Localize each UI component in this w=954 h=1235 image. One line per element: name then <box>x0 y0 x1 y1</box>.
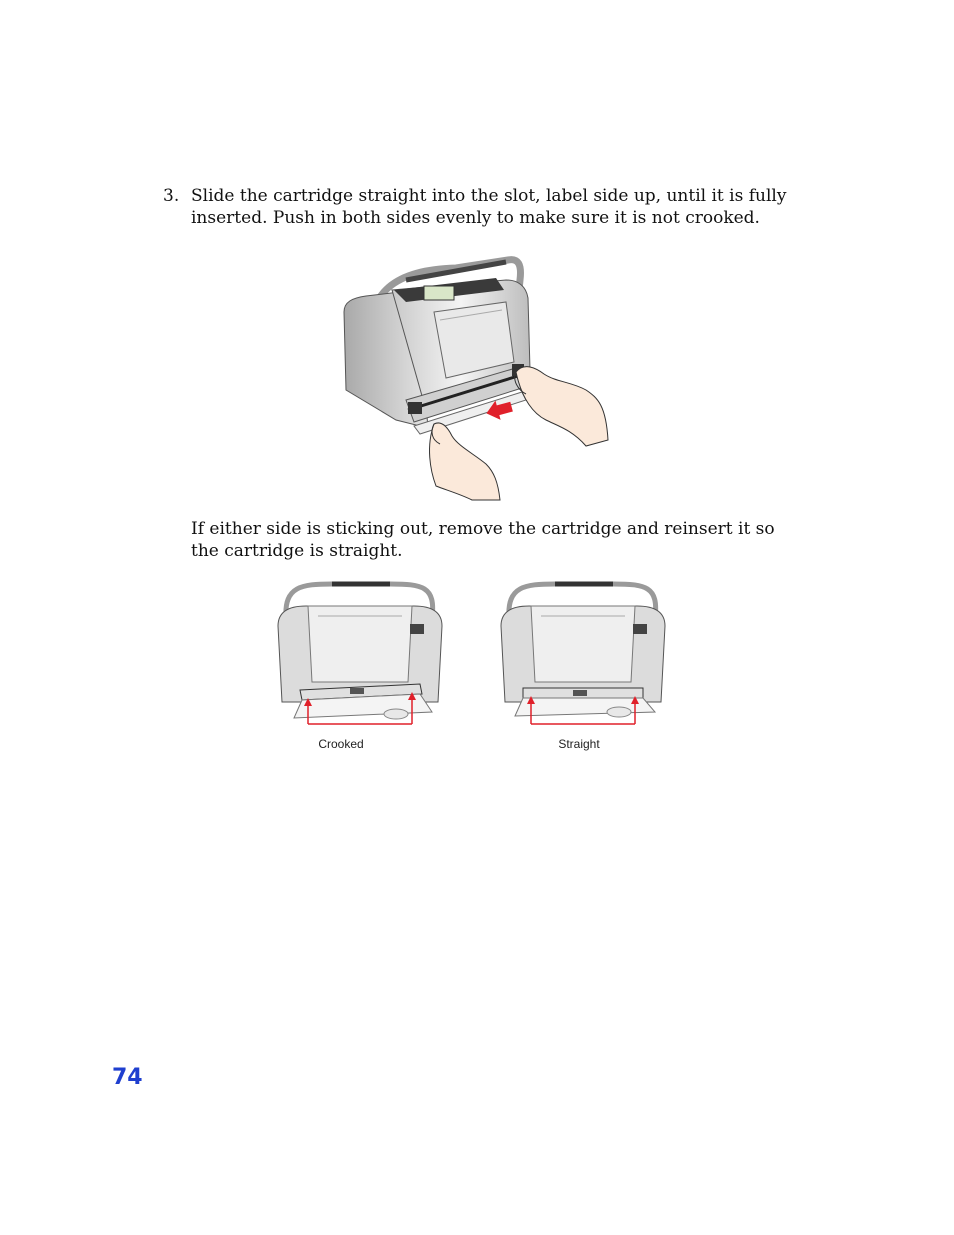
step-number: 3. <box>163 186 180 206</box>
step-text: Slide the cartridge straight into the slot, label side up, until it is fully inserted. Push in both sides evenly to make sure it is not crooked. <box>191 186 787 228</box>
caption-straight: Straight <box>558 737 600 751</box>
caption-crooked: Crooked <box>318 737 364 751</box>
note-paragraph: If either side is sticking out, remove the cartridge and reinsert it so the cartridge is straight. <box>191 519 775 561</box>
crooked-cartridge-illustration <box>272 578 448 730</box>
page-number: 74 <box>112 1065 143 1090</box>
straight-cartridge-illustration <box>495 578 671 730</box>
printer-insert-cartridge-illustration <box>336 250 616 502</box>
